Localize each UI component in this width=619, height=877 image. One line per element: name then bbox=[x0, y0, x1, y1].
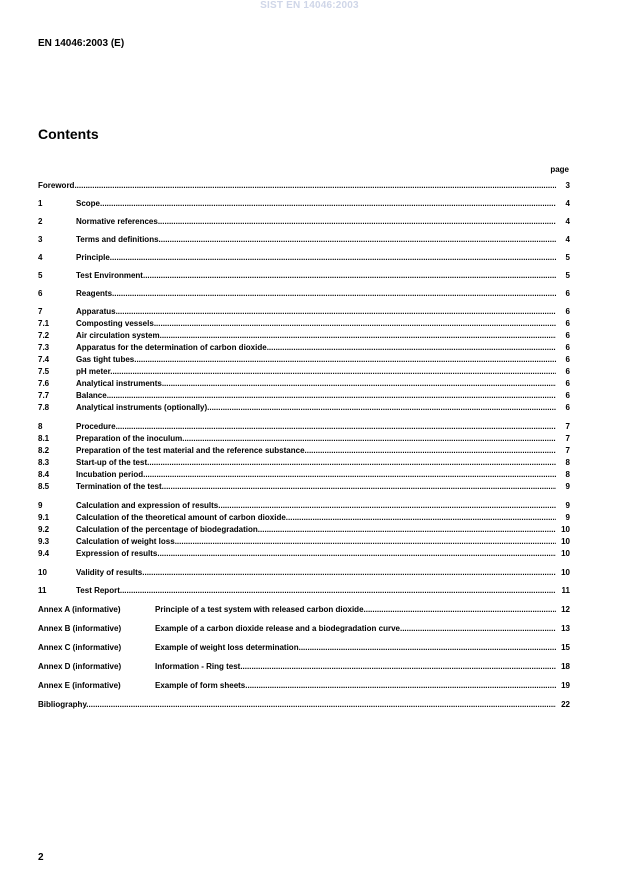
toc-entry-page: 5 bbox=[565, 271, 570, 280]
toc-entry[interactable] bbox=[38, 402, 570, 414]
toc-entry[interactable] bbox=[38, 469, 570, 481]
toc-entry[interactable] bbox=[38, 421, 570, 433]
toc-entry[interactable] bbox=[38, 306, 570, 318]
toc-entry-text: Test Environment bbox=[76, 271, 143, 280]
toc-entry[interactable] bbox=[38, 342, 570, 354]
toc-spacer bbox=[38, 634, 570, 642]
toc-entry-page: 9 bbox=[565, 482, 570, 491]
toc-spacer bbox=[38, 227, 570, 234]
toc-spacer bbox=[38, 414, 570, 421]
toc-entry-page: 6 bbox=[565, 319, 570, 328]
toc-entry-title bbox=[38, 180, 556, 191]
toc-entry-page: 4 bbox=[565, 217, 570, 226]
toc-entry[interactable] bbox=[38, 457, 570, 469]
toc-entry-title bbox=[76, 548, 556, 559]
toc-entry-number: 3 bbox=[38, 235, 43, 244]
toc-entry-text: Calculation of weight loss bbox=[76, 537, 175, 546]
toc-entry[interactable] bbox=[38, 500, 570, 512]
toc-spacer bbox=[38, 191, 570, 198]
toc-entry-text: Termination of the test bbox=[76, 482, 162, 491]
toc-entry-page: 19 bbox=[561, 681, 570, 690]
toc-entry-text: Information - Ring test bbox=[155, 662, 241, 671]
annex-label: Annex D (informative) bbox=[38, 662, 122, 671]
toc-entry-annex[interactable] bbox=[38, 661, 570, 672]
toc-entry-page: 7 bbox=[565, 422, 570, 431]
toc-spacer bbox=[38, 615, 570, 623]
toc-spacer bbox=[38, 578, 570, 585]
toc-entry-text: Preparation of the test material and the reference substance bbox=[76, 446, 305, 455]
toc-entry-page: 6 bbox=[565, 331, 570, 340]
toc-entry-text: Principle of a test system with released carbon dioxide bbox=[155, 605, 364, 614]
toc-entry-title bbox=[76, 390, 556, 401]
toc-entry-number: 8.4 bbox=[38, 470, 50, 479]
toc-entry-page: 6 bbox=[565, 379, 570, 388]
toc-entry-title bbox=[76, 585, 556, 596]
toc-entry-number: 7.2 bbox=[38, 331, 50, 340]
toc-entry-number: 11 bbox=[38, 586, 47, 595]
toc-entry-text: Analytical instruments bbox=[76, 379, 162, 388]
toc-entry-text: Composting vessels bbox=[76, 319, 154, 328]
toc-entry-text: Normative references bbox=[76, 217, 158, 226]
toc-entry[interactable] bbox=[38, 252, 570, 263]
toc-entry-text: Test Report bbox=[76, 586, 120, 595]
toc-entry-title bbox=[76, 378, 556, 389]
toc-entry-text: Incubation period bbox=[76, 470, 144, 479]
toc-entry-title bbox=[38, 699, 556, 710]
toc-entry-text: Apparatus for the determination of carbon dioxide bbox=[76, 343, 267, 352]
page-column-label: page bbox=[550, 165, 569, 174]
toc-entry-number: 7.5 bbox=[38, 367, 50, 376]
toc-entry-text: Balance bbox=[76, 391, 107, 400]
annex-label: Annex C (informative) bbox=[38, 643, 122, 652]
toc-entry-title bbox=[76, 252, 556, 263]
toc-entry-title bbox=[76, 457, 556, 468]
toc-entry[interactable] bbox=[38, 433, 570, 445]
toc-entry-page: 6 bbox=[565, 307, 570, 316]
toc-entry-title bbox=[76, 270, 556, 281]
toc-entry[interactable] bbox=[38, 330, 570, 342]
toc-entry-title bbox=[76, 567, 556, 578]
toc-entry-page: 6 bbox=[565, 355, 570, 364]
toc-entry[interactable] bbox=[38, 481, 570, 493]
toc-entry[interactable] bbox=[38, 390, 570, 402]
toc-entry-page: 13 bbox=[561, 624, 570, 633]
toc-entry-page: 10 bbox=[561, 525, 570, 534]
annex-label: Annex E (informative) bbox=[38, 681, 121, 690]
toc-entry-text: Preparation of the inoculum bbox=[76, 434, 183, 443]
toc-entry-page: 18 bbox=[561, 662, 570, 671]
toc-entry-page: 12 bbox=[561, 605, 570, 614]
toc-entry[interactable] bbox=[38, 234, 570, 245]
toc-entry[interactable] bbox=[38, 567, 570, 578]
toc-entry-title bbox=[76, 288, 556, 299]
toc-entry-page: 11 bbox=[561, 586, 570, 595]
toc-spacer bbox=[38, 263, 570, 270]
page-title: Contents bbox=[38, 126, 99, 142]
toc-entry-title bbox=[76, 318, 556, 329]
toc-entry-page: 9 bbox=[565, 513, 570, 522]
toc-entry-page: 4 bbox=[565, 199, 570, 208]
toc-entry-title bbox=[76, 366, 556, 377]
toc-entry-text: Analytical instruments (optionally) bbox=[76, 403, 208, 412]
toc-entry-number: 9.1 bbox=[38, 513, 50, 522]
page-number: 2 bbox=[38, 852, 44, 863]
toc-entry[interactable] bbox=[38, 288, 570, 299]
toc-entry[interactable] bbox=[38, 445, 570, 457]
toc-entry[interactable] bbox=[38, 366, 570, 378]
toc-entry-page: 6 bbox=[565, 391, 570, 400]
toc-entry-text: Start-up of the test bbox=[76, 458, 148, 467]
toc-entry-text: Procedure bbox=[76, 422, 116, 431]
toc-entry-page: 6 bbox=[565, 343, 570, 352]
toc-entry-number: 7.8 bbox=[38, 403, 50, 412]
toc-entry-text: Example of weight loss determination bbox=[155, 643, 299, 652]
toc-entry-number: 7.6 bbox=[38, 379, 50, 388]
toc-spacer bbox=[38, 691, 570, 699]
toc-entry-number: 9 bbox=[38, 501, 43, 510]
toc-spacer bbox=[38, 560, 570, 567]
toc-spacer bbox=[38, 209, 570, 216]
toc-entry[interactable] bbox=[38, 198, 570, 209]
toc-entry-text: Validity of results bbox=[76, 568, 143, 577]
toc-entry-foreword[interactable] bbox=[38, 180, 570, 191]
toc-entry-page: 3 bbox=[565, 181, 570, 190]
toc-entry-number: 9.2 bbox=[38, 525, 50, 534]
toc-entry-number: 8.5 bbox=[38, 482, 50, 491]
toc-entry-text: Calculation of the percentage of biodegradation bbox=[76, 525, 258, 534]
toc-entry-text: Calculation and expression of results bbox=[76, 501, 219, 510]
toc-entry-text: Bibliography bbox=[38, 700, 87, 709]
toc-entry-title bbox=[76, 512, 556, 523]
toc-entry-number: 7 bbox=[38, 307, 43, 316]
toc-entry-number: 10 bbox=[38, 568, 47, 577]
toc-entry-text: Example of a carbon dioxide release and a biodegradation curve bbox=[155, 624, 400, 633]
toc-entry-title bbox=[76, 342, 556, 353]
toc-entry-number: 5 bbox=[38, 271, 43, 280]
toc-entry-title bbox=[38, 604, 556, 615]
toc-entry-title bbox=[76, 536, 556, 547]
toc-entry[interactable] bbox=[38, 536, 570, 548]
toc-entry-number: 9.3 bbox=[38, 537, 50, 546]
toc-entry-annex[interactable] bbox=[38, 642, 570, 653]
toc-entry-page: 15 bbox=[561, 643, 570, 652]
toc-entry-annex[interactable] bbox=[38, 623, 570, 634]
toc-entry-page: 6 bbox=[565, 367, 570, 376]
toc-entry-page: 8 bbox=[565, 458, 570, 467]
toc-entry-title bbox=[76, 198, 556, 209]
toc-entry-number: 4 bbox=[38, 253, 43, 262]
toc-spacer bbox=[38, 493, 570, 500]
toc-spacer bbox=[38, 281, 570, 288]
toc-spacer bbox=[38, 596, 570, 604]
toc-entry-text: Apparatus bbox=[76, 307, 116, 316]
toc-entry-bibliography[interactable] bbox=[38, 699, 570, 710]
toc-entry-text: Scope bbox=[76, 199, 101, 208]
toc-spacer bbox=[38, 653, 570, 661]
toc-entry-page: 9 bbox=[565, 501, 570, 510]
toc-entry-text: Reagents bbox=[76, 289, 113, 298]
annex-label: Annex B (informative) bbox=[38, 624, 122, 633]
toc-entry-title bbox=[76, 500, 556, 511]
toc-entry-text: Principle bbox=[76, 253, 110, 262]
toc-entry-page: 5 bbox=[565, 253, 570, 262]
toc-entry[interactable] bbox=[38, 318, 570, 330]
toc-entry-title bbox=[76, 433, 556, 444]
toc-entry[interactable] bbox=[38, 548, 570, 560]
toc-entry-text: Foreword bbox=[38, 181, 75, 190]
toc-entry[interactable] bbox=[38, 378, 570, 390]
toc-entry-text: Example of form sheets bbox=[155, 681, 246, 690]
toc-entry-title bbox=[76, 216, 556, 227]
annex-label: Annex A (informative) bbox=[38, 605, 121, 614]
toc-entry-text: Expression of results bbox=[76, 549, 158, 558]
toc-entry-number: 8.3 bbox=[38, 458, 50, 467]
toc-entry-title bbox=[38, 623, 556, 634]
toc-entry-page: 8 bbox=[565, 470, 570, 479]
toc-entry-title bbox=[76, 234, 556, 245]
toc-entry-number: 8.1 bbox=[38, 434, 50, 443]
toc-entry-number: 7.4 bbox=[38, 355, 50, 364]
toc-entry[interactable] bbox=[38, 512, 570, 524]
toc-entry-title bbox=[76, 330, 556, 341]
toc-entry-title bbox=[76, 354, 556, 365]
toc-entry-text: pH meter bbox=[76, 367, 111, 376]
toc-entry-page: 10 bbox=[561, 537, 570, 546]
toc-entry-page: 7 bbox=[565, 446, 570, 455]
toc-spacer bbox=[38, 299, 570, 306]
toc-entry-annex[interactable] bbox=[38, 604, 570, 615]
toc-entry-title bbox=[76, 402, 556, 413]
toc-entry-title bbox=[76, 445, 556, 456]
toc-entry-title bbox=[76, 469, 556, 480]
toc-entry[interactable] bbox=[38, 270, 570, 281]
toc-entry-text: Terms and definitions bbox=[76, 235, 159, 244]
toc-entry[interactable] bbox=[38, 585, 570, 596]
toc-entry[interactable] bbox=[38, 524, 570, 536]
toc-entry-number: 2 bbox=[38, 217, 43, 226]
toc-entry-number: 7.3 bbox=[38, 343, 50, 352]
toc-entry[interactable] bbox=[38, 216, 570, 227]
toc-entry-title bbox=[38, 661, 556, 672]
toc-entry-text: Gas tight tubes bbox=[76, 355, 135, 364]
toc-entry-page: 10 bbox=[561, 568, 570, 577]
toc-entry-page: 6 bbox=[565, 289, 570, 298]
toc-entry-number: 9.4 bbox=[38, 549, 50, 558]
document-id: EN 14046:2003 (E) bbox=[38, 38, 125, 49]
toc-entry[interactable] bbox=[38, 354, 570, 366]
toc-entry-number: 7.7 bbox=[38, 391, 50, 400]
toc-entry-title bbox=[76, 524, 556, 535]
toc-spacer bbox=[38, 245, 570, 252]
toc-entry-title bbox=[76, 421, 556, 432]
toc-entry-title bbox=[38, 642, 556, 653]
toc-entry-number: 8 bbox=[38, 422, 43, 431]
toc-entry-text: Calculation of the theoretical amount of carbon dioxide bbox=[76, 513, 286, 522]
toc-entry-title bbox=[76, 481, 556, 492]
toc-entry-page: 22 bbox=[561, 700, 570, 709]
toc-entry-number: 8.2 bbox=[38, 446, 50, 455]
toc-entry-number: 6 bbox=[38, 289, 43, 298]
toc-entry-number: 1 bbox=[38, 199, 43, 208]
toc-spacer bbox=[38, 672, 570, 680]
toc-entry-annex[interactable] bbox=[38, 680, 570, 691]
watermark: SIST EN 14046:2003 bbox=[260, 0, 359, 11]
toc-entry-page: 10 bbox=[561, 549, 570, 558]
toc-entry-page: 4 bbox=[565, 235, 570, 244]
toc-entry-title bbox=[38, 680, 556, 691]
table-of-contents bbox=[38, 180, 570, 710]
toc-entry-title bbox=[76, 306, 556, 317]
toc-entry-page: 6 bbox=[565, 403, 570, 412]
toc-entry-number: 7.1 bbox=[38, 319, 50, 328]
toc-entry-page: 7 bbox=[565, 434, 570, 443]
toc-entry-text: Air circulation system bbox=[76, 331, 160, 340]
